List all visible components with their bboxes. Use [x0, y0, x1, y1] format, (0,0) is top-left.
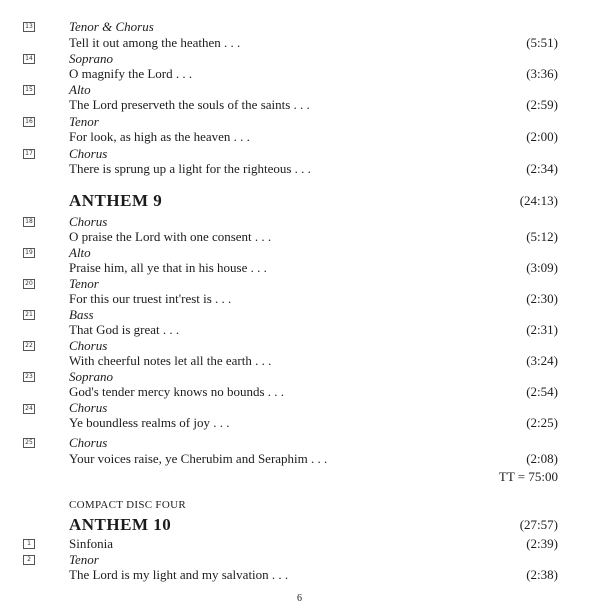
track-number-box: 15: [23, 85, 35, 95]
track-number-box: 1: [23, 539, 35, 549]
voice-label: Soprano: [69, 369, 114, 384]
track-title: Sinfonia: [69, 536, 114, 551]
track-title: Ye boundless realms of joy . . .: [69, 415, 230, 430]
voice-label: Chorus: [69, 435, 108, 450]
track-title: The Lord preserveth the souls of the saints . . .: [69, 97, 310, 112]
voice-label: Chorus: [69, 400, 108, 415]
track-number-box: 17: [23, 149, 35, 159]
voice-label: Tenor: [69, 552, 99, 567]
track-duration: (3:09): [526, 260, 558, 275]
track-duration: (2:31): [526, 322, 558, 337]
track-title: God's tender mercy knows no bounds . . .: [69, 384, 285, 399]
track-number-box: 23: [23, 372, 35, 382]
track-duration: (2:08): [526, 451, 558, 466]
voice-label: Chorus: [69, 338, 108, 353]
track-title: Praise him, all ye that in his house . . .: [69, 260, 267, 275]
anthem-10-duration: (27:57): [519, 517, 558, 532]
track-number-box: 13: [23, 22, 35, 32]
anthem-9-heading: ANTHEM 9: [69, 191, 163, 210]
track-duration: (2:00): [526, 129, 558, 144]
track-number-box: 21: [23, 310, 35, 320]
track-title: O praise the Lord with one consent . . .: [69, 229, 272, 244]
track-number-box: 24: [23, 404, 35, 414]
track-duration: (3:36): [526, 66, 558, 81]
track-duration: (2:34): [526, 161, 558, 176]
track-title: Tell it out among the heathen . . .: [69, 35, 241, 50]
track-duration: (5:51): [526, 35, 558, 50]
voice-label: Bass: [69, 307, 94, 322]
track-duration: (2:59): [526, 97, 558, 112]
track-title: O magnify the Lord . . .: [69, 66, 193, 81]
track-title: For look, as high as the heaven . . .: [69, 129, 250, 144]
voice-label: Chorus: [69, 214, 108, 229]
track-title: The Lord is my light and my salvation . . .: [69, 567, 289, 582]
voice-label: Alto: [69, 245, 91, 260]
page-number: 6: [297, 593, 302, 604]
track-title: Your voices raise, ye Cherubim and Seraphim . . .: [69, 451, 328, 466]
track-number-box: 2: [23, 555, 35, 565]
track-title: For this our truest int'rest is . . .: [69, 291, 232, 306]
disc-label: COMPACT DISC FOUR: [69, 499, 186, 511]
track-number-box: 18: [23, 217, 35, 227]
track-duration: (2:54): [526, 384, 558, 399]
track-number-box: 16: [23, 117, 35, 127]
anthem-10-heading: ANTHEM 10: [69, 515, 172, 534]
track-number-box: 25: [23, 438, 35, 448]
track-number-box: 14: [23, 54, 35, 64]
voice-label: Tenor: [69, 276, 99, 291]
track-title: There is sprung up a light for the righteous . . .: [69, 161, 311, 176]
total-time: TT = 75:00: [498, 469, 558, 484]
voice-label: Chorus: [69, 146, 108, 161]
track-duration: (2:38): [526, 567, 558, 582]
voice-label: Alto: [69, 82, 91, 97]
track-duration: (5:12): [526, 229, 558, 244]
track-title: That God is great . . .: [69, 322, 180, 337]
track-duration: (2:30): [526, 291, 558, 306]
track-number-box: 19: [23, 248, 35, 258]
track-title: With cheerful notes let all the earth . . .: [69, 353, 272, 368]
voice-label: Soprano: [69, 51, 114, 66]
track-number-box: 22: [23, 341, 35, 351]
voice-label: Tenor & Chorus: [69, 19, 154, 34]
track-number-box: 20: [23, 279, 35, 289]
anthem-9-duration: (24:13): [519, 193, 558, 208]
voice-label: Tenor: [69, 114, 99, 129]
track-duration: (2:25): [526, 415, 558, 430]
track-duration: (2:39): [526, 536, 558, 551]
track-duration: (3:24): [526, 353, 558, 368]
